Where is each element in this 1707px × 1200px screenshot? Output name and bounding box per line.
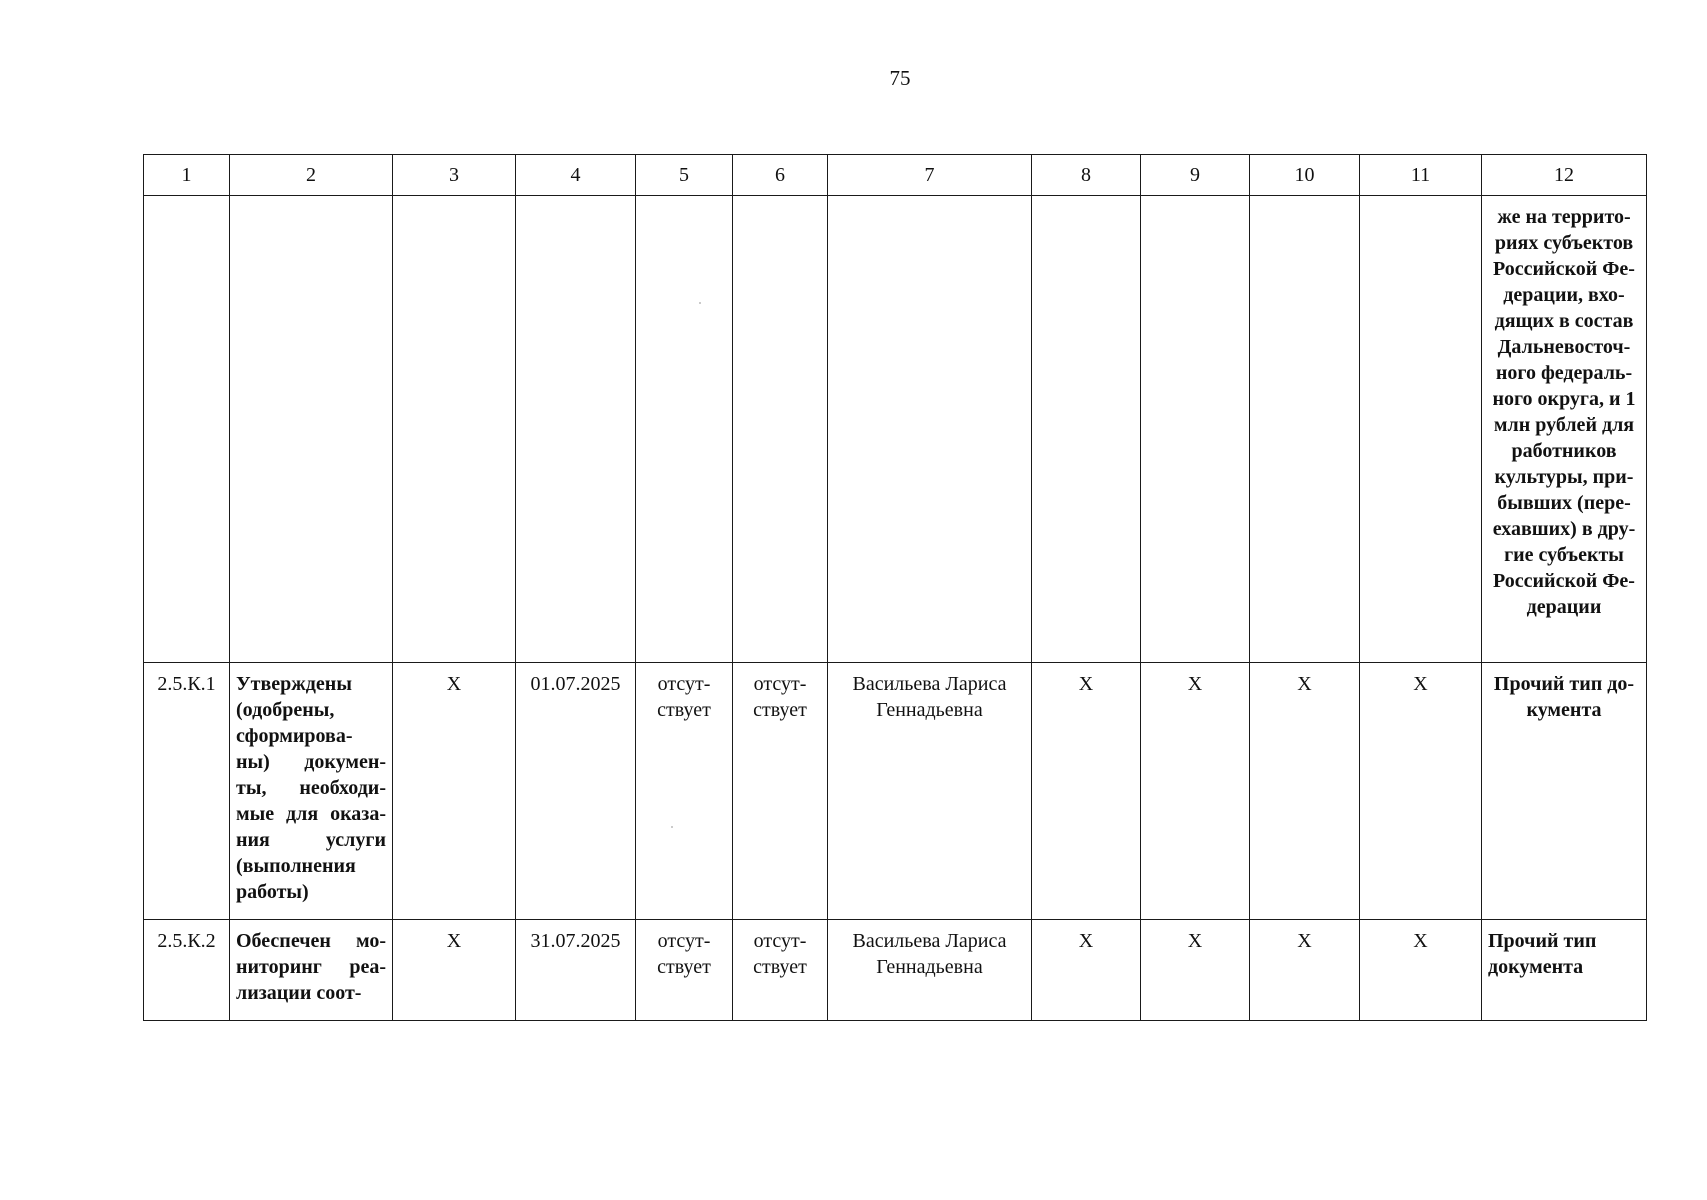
row-col6-value: отсут-ствует	[733, 663, 828, 920]
row-description: Утверждены (одобрены, сформирова-ны) докумен-ты, необходи-мые для оказа-ния услуги (выполнения работы)	[230, 663, 393, 920]
column-header: 2	[230, 155, 393, 196]
x-mark: X	[1250, 920, 1360, 1021]
empty-cell	[144, 196, 230, 663]
table-row-continuation	[144, 196, 1647, 663]
scan-speck	[671, 826, 673, 828]
x-mark: X	[1032, 663, 1141, 920]
row-responsible: Васильева Лариса Геннадьевна	[828, 920, 1032, 1021]
x-mark: X	[1360, 920, 1482, 1021]
x-mark: X	[1032, 920, 1141, 1021]
plan-table	[143, 154, 1647, 1021]
empty-cell	[733, 196, 828, 663]
x-mark: X	[1141, 920, 1250, 1021]
empty-cell	[1250, 196, 1360, 663]
empty-cell	[1360, 196, 1482, 663]
row-document-type: Прочий тип документа	[1482, 920, 1647, 1021]
table-row	[144, 663, 1647, 920]
empty-cell	[828, 196, 1032, 663]
column-header: 4	[516, 155, 636, 196]
row-col5-value: отсут-ствует	[636, 920, 733, 1021]
x-mark: X	[393, 920, 516, 1021]
page-number: 75	[889, 66, 911, 90]
table-row	[144, 920, 1647, 1021]
empty-cell	[230, 196, 393, 663]
column-header: 3	[393, 155, 516, 196]
column-header: 12	[1482, 155, 1647, 196]
scan-speck	[699, 302, 701, 304]
empty-cell	[636, 196, 733, 663]
column-header: 7	[828, 155, 1032, 196]
empty-cell	[516, 196, 636, 663]
x-mark: X	[393, 663, 516, 920]
column-header: 8	[1032, 155, 1141, 196]
row-date: 31.07.2025	[516, 920, 636, 1021]
empty-cell	[393, 196, 516, 663]
x-mark: X	[1360, 663, 1482, 920]
empty-cell	[1141, 196, 1250, 663]
document-type-continuation: же на террито-риях субъектов Российской Фе-дерации, вхо-дящих в состав Дальневосточ-ного федераль-ного округа, и 1 млн рублей для работников культуры, при-бывших (пере-ехавших) в дру-гие субъекты Российской Фе-дерации	[1482, 196, 1647, 663]
x-mark: X	[1250, 663, 1360, 920]
row-col6-value: отсут-ствует	[733, 920, 828, 1021]
column-header: 10	[1250, 155, 1360, 196]
row-code: 2.5.К.1	[144, 663, 230, 920]
column-number-header	[144, 155, 1647, 196]
row-code: 2.5.К.2	[144, 920, 230, 1021]
row-description: Обеспечен мо-ниторинг реа-лизации соот-	[230, 920, 393, 1021]
empty-cell	[1032, 196, 1141, 663]
column-header: 5	[636, 155, 733, 196]
row-document-type: Прочий тип до-кумента	[1482, 663, 1647, 920]
row-responsible: Васильева Лариса Геннадьевна	[828, 663, 1032, 920]
column-header: 1	[144, 155, 230, 196]
row-col5-value: отсут-ствует	[636, 663, 733, 920]
x-mark: X	[1141, 663, 1250, 920]
column-header: 6	[733, 155, 828, 196]
column-header: 9	[1141, 155, 1250, 196]
column-header: 11	[1360, 155, 1482, 196]
row-date: 01.07.2025	[516, 663, 636, 920]
